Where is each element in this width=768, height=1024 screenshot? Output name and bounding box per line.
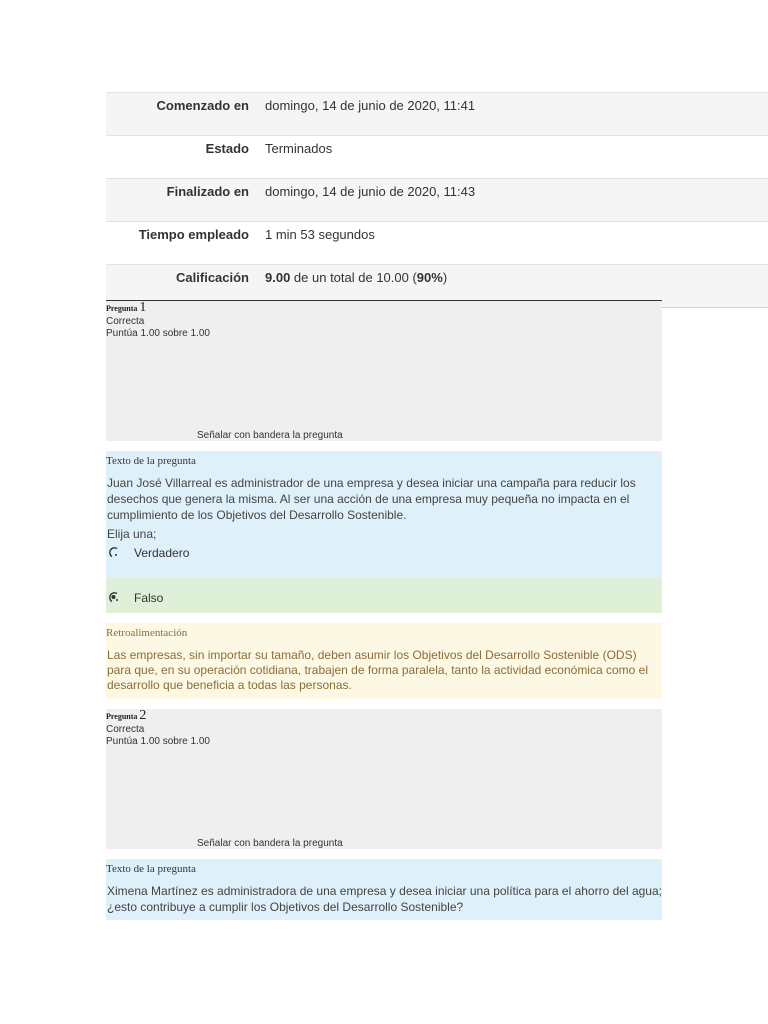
summary-label: Finalizado en (166, 184, 249, 199)
grade-percent: 90% (416, 270, 443, 285)
summary-value (265, 265, 447, 285)
question-grade: Puntúa 1.00 sobre 1.00 (106, 328, 210, 339)
summary-value: domingo, 14 de junio de 2020, 11:41 (265, 98, 476, 113)
question-number (106, 301, 662, 316)
attempt-summary-table (106, 92, 768, 308)
summary-row-started (106, 92, 768, 135)
question-text-title: Texto de la pregunta (106, 455, 196, 467)
question-state: Correcta (106, 316, 145, 327)
question-info-1 (106, 300, 662, 441)
question-text-title: Texto de la pregunta (106, 863, 196, 875)
answer-label: Falso (134, 591, 164, 605)
summary-row-finished (106, 178, 768, 221)
summary-label: Estado (205, 141, 249, 156)
answer-prompt: Elija una; (107, 527, 157, 541)
summary-label: Calificación (176, 270, 249, 285)
summary-value: domingo, 14 de junio de 2020, 11:43 (265, 184, 476, 199)
answer-row (106, 586, 662, 610)
question-body: Ximena Martínez es administradora de una empresa y desea iniciar una política para el ahorro del agua; ¿esto contribuye a cumplir los Objetivos del Desarrollo Sostenible? (107, 884, 662, 914)
question-number-value: 1 (139, 300, 147, 315)
summary-value: 1 min 53 segundos (265, 227, 375, 242)
question-text-1 (106, 451, 662, 578)
summary-row-time (106, 221, 768, 264)
answer-option-falso[interactable] (106, 578, 662, 613)
flag-question-link[interactable]: Señalar con bandera la pregunta (197, 838, 343, 849)
grade-total: de un total de 10.00 ( (290, 270, 417, 285)
summary-row-state (106, 135, 768, 178)
question-info-2 (106, 709, 662, 849)
summary-label: Tiempo empleado (138, 227, 249, 242)
feedback-body: Las empresas, sin importar su tamaño, deben asumir los Objetivos del Desarrollo Sostenible (ODS) para que, en su operación cotidiana, trabajen de forma paralela, tanto la actividad económica como el desarrollo que beneficia a todas las personas. (107, 648, 649, 692)
question-state: Correcta (106, 724, 145, 735)
grade-score: 9.00 (265, 270, 291, 285)
question-label: Pregunta (106, 712, 138, 721)
feedback-title: Retroalimentación (106, 627, 188, 639)
radio-filled-icon[interactable] (106, 591, 134, 606)
answer-label: Verdadero (134, 546, 190, 560)
grade-close: ) (442, 270, 448, 285)
summary-label: Comenzado en (156, 98, 249, 113)
question-number (106, 709, 662, 724)
radio-empty-icon[interactable] (106, 546, 134, 561)
flag-question-link[interactable]: Señalar con bandera la pregunta (197, 430, 343, 441)
question-body: Juan José Villarreal es administrador de una empresa y desea iniciar una campaña para reducir los desechos que genera la misma. Al ser una acción de una empresa muy pequeña no impacta en el cumplimiento de los Objetivos del Desarrollo Sostenible. (107, 476, 636, 522)
question-text-2 (106, 859, 662, 920)
answer-option-verdadero[interactable] (106, 541, 662, 565)
question-number-value: 2 (139, 708, 147, 723)
summary-value: Terminados (265, 141, 333, 156)
feedback-box (106, 623, 662, 699)
question-grade: Puntúa 1.00 sobre 1.00 (106, 736, 210, 747)
question-label: Pregunta (106, 304, 138, 313)
